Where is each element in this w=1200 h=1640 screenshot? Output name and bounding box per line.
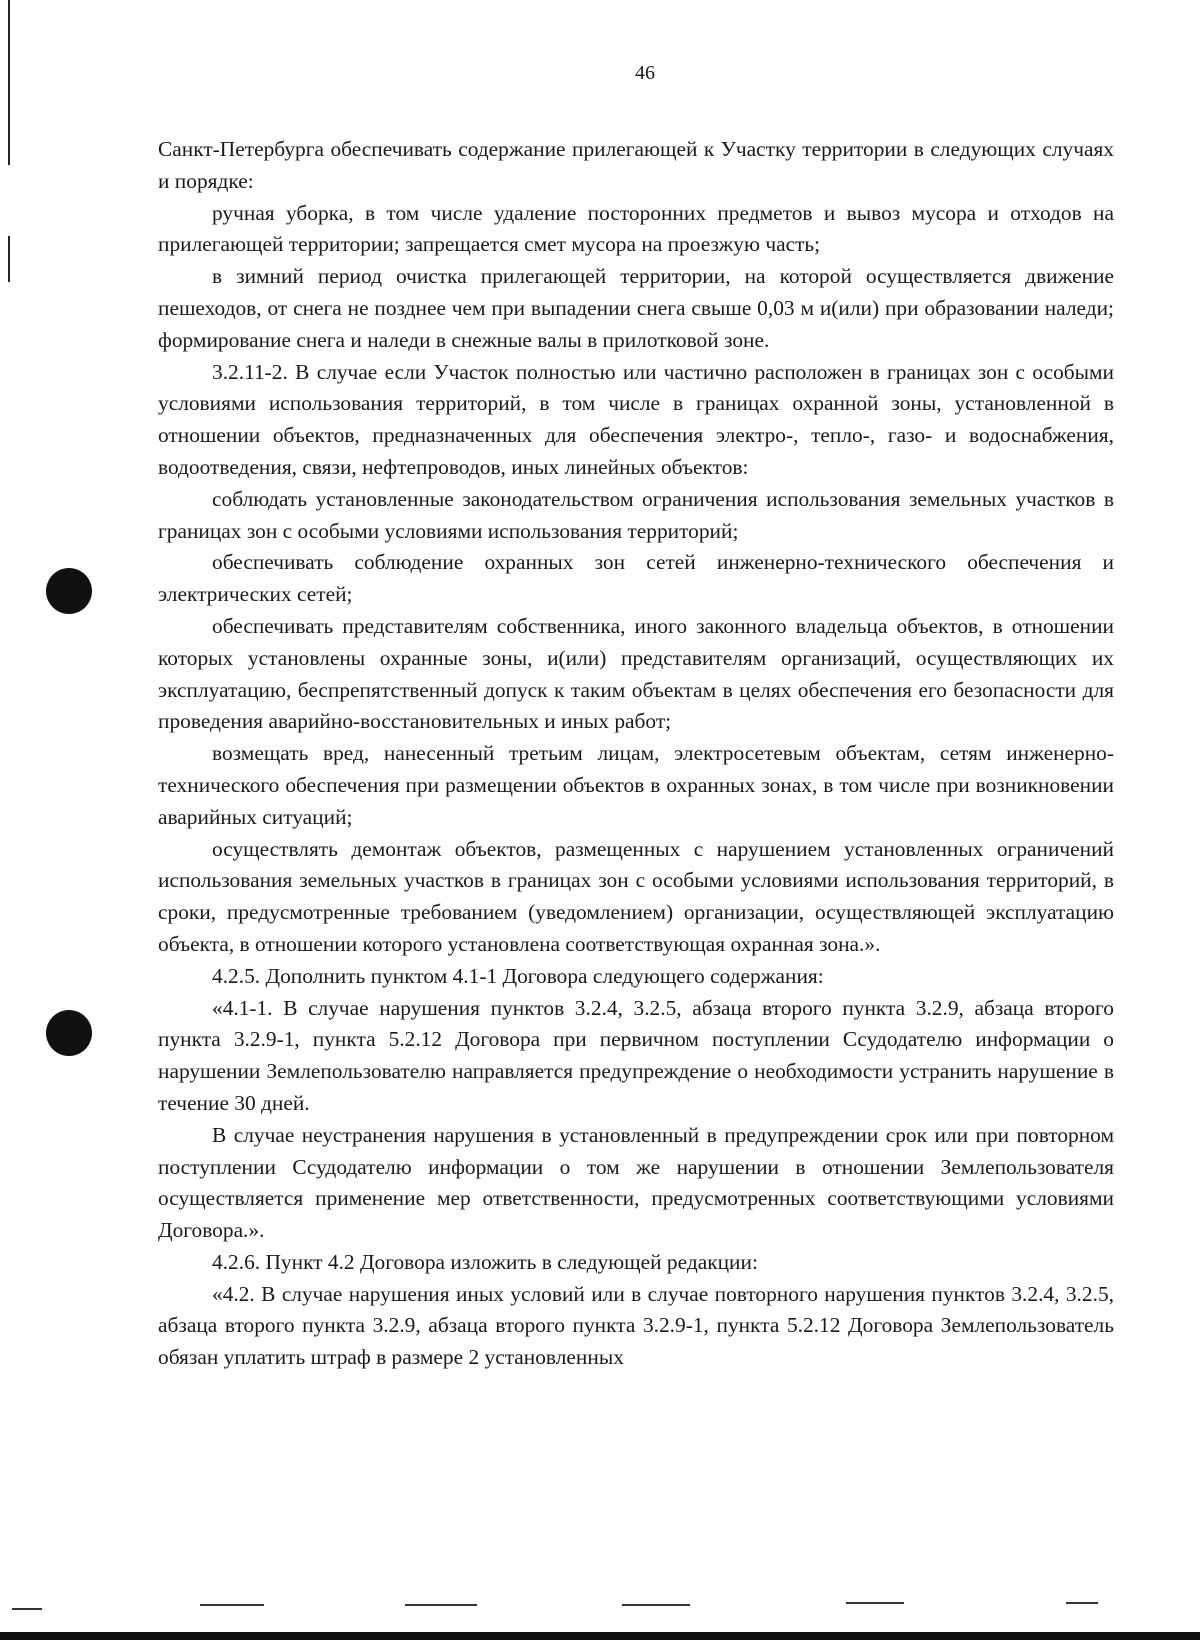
document-body (158, 134, 1114, 1374)
paragraph: 4.2.5. Дополнить пунктом 4.1-1 Договора следующего содержания: (212, 963, 824, 988)
paragraph: осуществлять демонтаж объектов, размещенных с нарушением установленных ограничений использования земельных участков в границах зон с особыми условиями использования территорий, в сроки, предусмотренные требованием (уведомлением) организации, осуществляющей эксплуатацию объекта, в отношении которого установлена соответствующая охранная зона.». (158, 836, 1114, 956)
paragraph: «4.1-1. В случае нарушения пунктов 3.2.4, 3.2.5, абзаца второго пункта 3.2.9, абзаца второго пункта 3.2.9-1, пункта 5.2.12 Договора при первичном поступлении Ссудодателю информации о нарушении Землепользователю направляется предупреждение о необходимости устранить нарушение в течение 30 дней. (158, 995, 1114, 1115)
scan-bottom-mark (405, 1604, 477, 1606)
paragraph: 3.2.11-2. В случае если Участок полностью или частично расположен в границах зон с особыми условиями использования территорий, в том числе в границах охранной зоны, установленной в отношении объектов, предназначенных для обеспечения электро-, тепло-, газо- и водоснабжения, водоотведения, связи, нефтепроводов, иных линейных объектов: (158, 359, 1114, 479)
paragraph: обеспечивать соблюдение охранных зон сетей инженерно-технического обеспечения и электрических сетей; (158, 550, 1114, 607)
paragraph: в зимний период очистка прилегающей территории, на которой осуществляется движение пешеходов, от снега не позднее чем при выпадении снега свыше 0,03 м и(или) при образовании наледи; формирование снега и наледи в снежные валы в прилотковой зоне. (158, 264, 1114, 352)
scan-bottom-edge (0, 1632, 1200, 1640)
paragraph: соблюдать установленные законодательством ограничения использования земельных участков в границах зон с особыми условиями использования территорий; (158, 486, 1114, 543)
paragraph: 4.2.6. Пункт 4.2 Договора изложить в следующей редакции: (212, 1249, 758, 1274)
punch-hole (46, 1010, 92, 1056)
paragraph: В случае неустранения нарушения в установленный в предупреждении срок или при повторном поступлении Ссудодателю информации о том же нарушении в отношении Землепользователя осуществляется применение мер ответственности, предусмотренных соответствующими условиями Договора.». (158, 1122, 1114, 1243)
paragraph: обеспечивать представителям собственника, иного законного владельца объектов, в отношении которых установлены охранные зоны, и(или) представителям организаций, осуществляющих их эксплуатацию, беспрепятственный допуск к таким объектам в целях обеспечения его безопасности для проведения аварийно-восстановительных и иных работ; (158, 613, 1114, 734)
scan-bottom-mark (200, 1604, 264, 1606)
scan-bottom-mark (12, 1608, 42, 1610)
paragraph: Санкт-Петербурга обеспечивать содержание прилегающей к Участку территории в следующих случаях и порядке: (158, 137, 1114, 193)
punch-hole (46, 568, 92, 614)
paragraph: «4.2. В случае нарушения иных условий или в случае повторного нарушения пунктов 3.2.4, 3.2.5, абзаца второго пункта 3.2.9, абзаца второго пункта 3.2.9-1, пункта 5.2.12 Договора Землепользователь обязан уплатить штраф в размере 2 установленных (158, 1281, 1114, 1370)
scan-margin-bar (8, 236, 10, 282)
scan-bottom-mark (846, 1602, 904, 1604)
paragraph: ручная уборка, в том числе удаление посторонних предметов и вывоз мусора и отходов на прилегающей территории; запрещается смет мусора на проезжую часть; (158, 200, 1114, 257)
page-number: 46 (635, 62, 655, 84)
scan-bottom-mark (1066, 1602, 1098, 1604)
scan-bottom-mark (622, 1604, 690, 1606)
paragraph: возмещать вред, нанесенный третьим лицам, электросетевым объектам, сетям инженерно-технического обеспечения при размещении объектов в охранных зонах, в том числе при возникновении аварийных ситуаций; (158, 741, 1114, 829)
